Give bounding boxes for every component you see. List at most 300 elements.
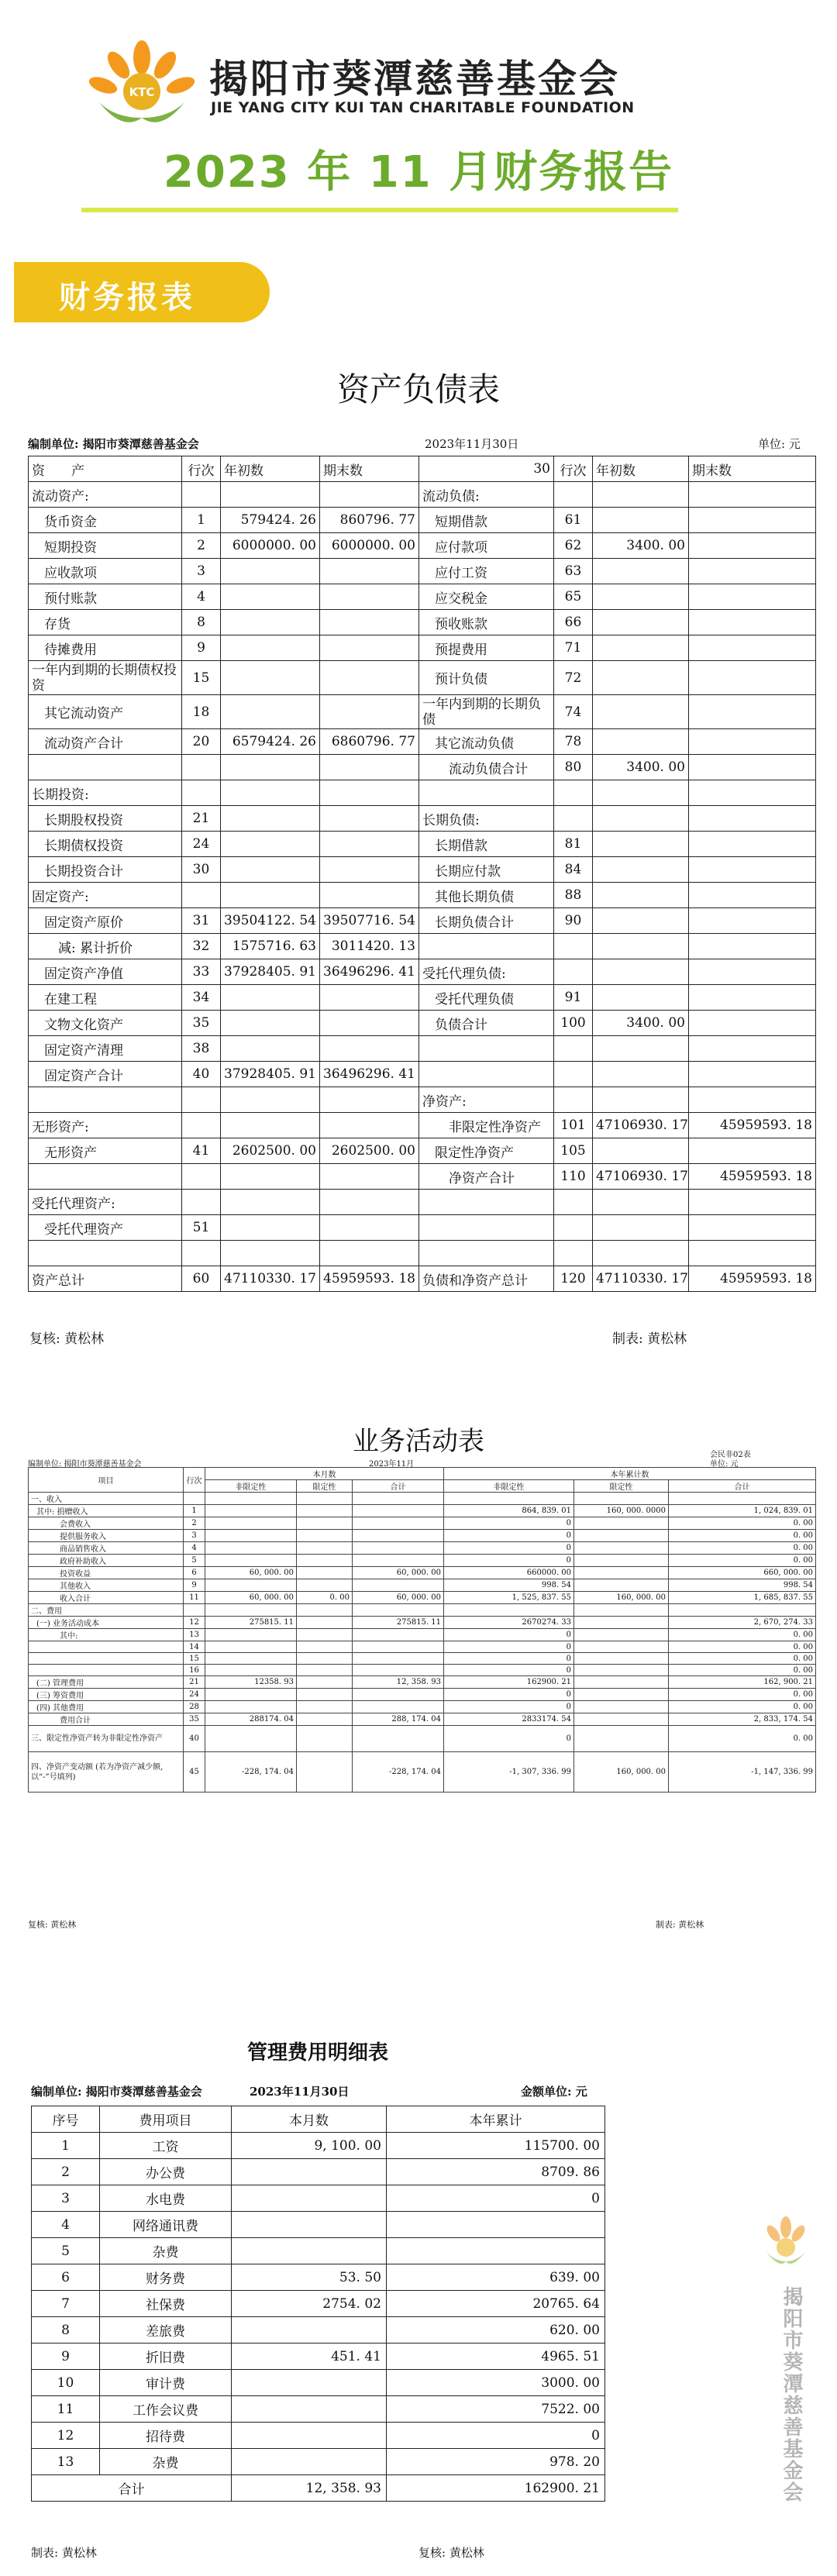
line-no-cell: 31: [182, 908, 221, 934]
admin-expense-row: [32, 2133, 605, 2159]
amount-cell: 162900. 21: [444, 1676, 574, 1689]
line-no-cell: [182, 1087, 221, 1113]
liability-item-cell: 应付款项: [419, 533, 554, 559]
line-no-cell: 32: [182, 934, 221, 959]
line-no-cell: 72: [554, 661, 593, 695]
line-no-cell: 105: [554, 1138, 593, 1164]
amount-cell: [593, 1062, 689, 1087]
watermark-logo-icon: [758, 2216, 814, 2271]
amount-cell: [297, 1493, 353, 1505]
balance-sheet-row: [29, 729, 816, 755]
amount-cell: [320, 584, 419, 610]
seq-cell: 7: [32, 2291, 100, 2317]
balance-sheet-row: [29, 1036, 816, 1062]
amount-cell: [353, 1726, 444, 1752]
business-activity-preparer: 制表: 黄松林: [656, 1920, 704, 1930]
amount-cell: 20765. 64: [387, 2291, 605, 2317]
liability-item-cell: 其它流动负债: [419, 729, 554, 755]
line-no-cell: 78: [554, 729, 593, 755]
asset-item-cell: 应收款项: [29, 559, 182, 584]
balance-sheet-row: [29, 1241, 816, 1266]
liability-item-cell: 受托代理负债:: [419, 959, 554, 985]
liability-item-cell: [419, 1241, 554, 1266]
amount-cell: [205, 1701, 297, 1713]
amount-cell: [689, 584, 816, 610]
liability-item-cell: [419, 934, 554, 959]
amount-cell: [320, 755, 419, 780]
business-activity-row: [29, 1555, 816, 1567]
line-no-cell: 9: [182, 635, 221, 661]
amount-cell: [221, 559, 320, 584]
line-no-cell: 28: [184, 1701, 205, 1713]
amount-cell: 288, 174. 04: [353, 1713, 444, 1726]
business-activity-form-no: 会民非02表: [710, 1451, 751, 1459]
amount-cell: 978. 20: [387, 2449, 605, 2475]
amount-cell: [689, 883, 816, 908]
amount-cell: [221, 635, 320, 661]
amount-cell: [574, 1530, 669, 1542]
amount-cell: 47106930. 17: [593, 1164, 689, 1190]
amount-cell: [297, 1567, 353, 1579]
business-activity-row: [29, 1676, 816, 1689]
header-cell: 行次: [554, 456, 593, 482]
amount-cell: 1575716. 63: [221, 934, 320, 959]
amount-cell: 2754. 02: [232, 2291, 387, 2317]
amount-cell: [689, 985, 816, 1011]
admin-expense-total-row: [32, 2475, 605, 2502]
header-cell: 非限定性: [205, 1480, 297, 1493]
section-tag-label: 财务报表: [59, 280, 195, 315]
amount-cell: [593, 1241, 689, 1266]
amount-cell: [593, 908, 689, 934]
liability-item-cell: 负债和净资产总计: [419, 1266, 554, 1292]
line-no-cell: 88: [554, 883, 593, 908]
line-no-cell: [182, 1113, 221, 1138]
admin-expense-row: [32, 2159, 605, 2185]
business-activity-row: [29, 1579, 816, 1592]
line-no-cell: [554, 1241, 593, 1266]
admin-expense-row: [32, 2396, 605, 2423]
amount-cell: 0. 00: [669, 1653, 816, 1665]
header-cell: 期末数: [320, 456, 419, 482]
business-activity-row: [29, 1517, 816, 1530]
liability-item-cell: 应付工资: [419, 559, 554, 584]
header-cell: 年初数: [593, 456, 689, 482]
line-no-cell: 35: [182, 1011, 221, 1036]
balance-sheet-row: [29, 959, 816, 985]
admin-expense-table: [31, 2106, 605, 2502]
amount-cell: 160, 000. 00: [574, 1752, 669, 1793]
amount-cell: [221, 661, 320, 695]
amount-cell: [297, 1713, 353, 1726]
line-no-cell: 30: [182, 857, 221, 883]
amount-cell: [689, 610, 816, 635]
amount-cell: 2670274. 33: [444, 1617, 574, 1629]
amount-cell: [689, 1138, 816, 1164]
amount-cell: [205, 1604, 297, 1617]
amount-cell: [353, 1579, 444, 1592]
liability-item-cell: [419, 1190, 554, 1215]
balance-sheet-body: [29, 456, 816, 1292]
amount-cell: [574, 1653, 669, 1665]
amount-cell: [574, 1567, 669, 1579]
line-no-cell: [554, 1190, 593, 1215]
amount-cell: 620. 00: [387, 2317, 605, 2344]
amount-cell: 6860796. 77: [320, 729, 419, 755]
admin-expense-row: [32, 2238, 605, 2264]
balance-sheet-row: [29, 857, 816, 883]
amount-cell: [574, 1629, 669, 1641]
amount-cell: 0: [387, 2423, 605, 2449]
asset-item-cell: 货币资金: [29, 508, 182, 533]
business-activity-unit: 编制单位: 揭阳市葵潭慈善基金会: [28, 1460, 142, 1469]
amount-cell: 2602500. 00: [221, 1138, 320, 1164]
header-cell: 项目: [29, 1468, 184, 1493]
admin-expense-row: [32, 2344, 605, 2370]
header-cell: 合计: [669, 1480, 816, 1493]
balance-sheet-row: [29, 755, 816, 780]
amount-cell: 9, 100. 00: [232, 2133, 387, 2159]
amount-cell: 0. 00: [669, 1542, 816, 1555]
liability-item-cell: 长期应付款: [419, 857, 554, 883]
line-no-cell: 66: [554, 610, 593, 635]
item-cell: 四、净资产变动额 (若为净资产减少额, 以“-”号填列): [29, 1752, 184, 1793]
line-no-cell: 61: [554, 508, 593, 533]
amount-cell: [297, 1617, 353, 1629]
item-cell: 收入合计: [29, 1592, 184, 1604]
amount-cell: [221, 857, 320, 883]
amount-cell: [574, 1726, 669, 1752]
liability-item-cell: 一年内到期的长期负债: [419, 695, 554, 729]
amount-cell: 3011420. 13: [320, 934, 419, 959]
header-cell: 行次: [182, 456, 221, 482]
line-no-cell: 65: [554, 584, 593, 610]
amount-cell: [205, 1665, 297, 1676]
asset-item-cell: 无形资产:: [29, 1113, 182, 1138]
header-cell: 限定性: [297, 1480, 353, 1493]
amount-cell: [221, 482, 320, 508]
foundation-logo: [84, 40, 200, 133]
line-no-cell: [554, 482, 593, 508]
amount-cell: 0: [387, 2185, 605, 2212]
amount-cell: 0: [444, 1517, 574, 1530]
section-tag: [14, 262, 270, 322]
admin-expense-row: [32, 2185, 605, 2212]
amount-cell: [297, 1604, 353, 1617]
line-no-cell: [182, 780, 221, 806]
amount-cell: 7522. 00: [387, 2396, 605, 2423]
balance-sheet-row: [29, 1087, 816, 1113]
asset-item-cell: 流动资产合计: [29, 729, 182, 755]
balance-sheet-row: [29, 635, 816, 661]
amount-cell: [669, 1604, 816, 1617]
amount-cell: [689, 1215, 816, 1241]
amount-cell: 0. 00: [669, 1726, 816, 1752]
asset-item-cell: 短期投资: [29, 533, 182, 559]
amount-cell: [320, 482, 419, 508]
line-no-cell: 1: [182, 508, 221, 533]
line-no-cell: 12: [184, 1617, 205, 1629]
line-no-cell: 11: [184, 1592, 205, 1604]
amount-cell: 6579424. 26: [221, 729, 320, 755]
business-activity-row: [29, 1653, 816, 1665]
amount-cell: 162, 900. 21: [669, 1676, 816, 1689]
header-cell: 期末数: [689, 456, 816, 482]
amount-cell: 864, 839. 01: [444, 1505, 574, 1517]
amount-cell: [689, 482, 816, 508]
item-cell: 投资收益: [29, 1567, 184, 1579]
liability-item-cell: 负债合计: [419, 1011, 554, 1036]
header-cell: 合计: [353, 1480, 444, 1493]
asset-item-cell: 待摊费用: [29, 635, 182, 661]
asset-item-cell: 预付账款: [29, 584, 182, 610]
asset-item-cell: [29, 1241, 182, 1266]
amount-cell: 0: [444, 1701, 574, 1713]
amount-cell: [297, 1665, 353, 1676]
amount-cell: 0. 00: [297, 1592, 353, 1604]
balance-sheet-row: [29, 584, 816, 610]
expense-item-cell: 差旅费: [100, 2317, 232, 2344]
business-activity-body: [29, 1468, 816, 1793]
balance-sheet-row: [29, 780, 816, 806]
amount-cell: [205, 1653, 297, 1665]
amount-cell: [320, 1087, 419, 1113]
item-cell: 商品销售收入: [29, 1542, 184, 1555]
balance-sheet-date: 2023年11月30日: [425, 437, 519, 451]
amount-cell: 0. 00: [669, 1517, 816, 1530]
balance-sheet-row: [29, 1011, 816, 1036]
item-cell: 政府补助收入: [29, 1555, 184, 1567]
amount-cell: 660, 000. 00: [669, 1567, 816, 1579]
admin-expense-header-row: [32, 2106, 605, 2133]
amount-cell: [593, 584, 689, 610]
amount-cell: [593, 780, 689, 806]
amount-cell: 998. 54: [669, 1579, 816, 1592]
amount-cell: [221, 610, 320, 635]
item-cell: 其中:: [29, 1629, 184, 1641]
amount-cell: 47110330. 17: [221, 1266, 320, 1292]
amount-cell: [593, 1138, 689, 1164]
liability-item-cell: 预收账款: [419, 610, 554, 635]
admin-expense-row: [32, 2317, 605, 2344]
amount-cell: [353, 1629, 444, 1641]
amount-cell: 451. 41: [232, 2344, 387, 2370]
amount-cell: 0. 00: [669, 1641, 816, 1653]
amount-cell: [689, 1062, 816, 1087]
amount-cell: [387, 2212, 605, 2238]
line-no-cell: 5: [184, 1555, 205, 1567]
amount-cell: [593, 559, 689, 584]
amount-cell: 60, 000. 00: [205, 1567, 297, 1579]
balance-sheet-row: [29, 533, 816, 559]
business-activity-row: [29, 1592, 816, 1604]
business-activity-row: [29, 1567, 816, 1579]
amount-cell: 60, 000. 00: [353, 1567, 444, 1579]
amount-cell: [320, 1215, 419, 1241]
amount-cell: [593, 985, 689, 1011]
amount-cell: 0. 00: [669, 1701, 816, 1713]
balance-sheet-unit: 编制单位: 揭阳市葵潭慈善基金会: [28, 437, 199, 451]
report-title: 2023 年 11 月财务报告: [163, 147, 674, 198]
amount-cell: [593, 959, 689, 985]
amount-cell: [593, 857, 689, 883]
seq-cell: 1: [32, 2133, 100, 2159]
header-cell: 序号: [32, 2106, 100, 2133]
liability-item-cell: 流动负债:: [419, 482, 554, 508]
amount-cell: 3400. 00: [593, 1011, 689, 1036]
asset-item-cell: [29, 1087, 182, 1113]
balance-sheet-row: [29, 832, 816, 857]
line-no-cell: [554, 1087, 593, 1113]
amount-cell: [593, 806, 689, 832]
amount-cell: [320, 985, 419, 1011]
admin-expense-row: [32, 2264, 605, 2291]
amount-cell: 0: [444, 1665, 574, 1676]
amount-cell: 36496296. 41: [320, 959, 419, 985]
asset-item-cell: 资产总计: [29, 1266, 182, 1292]
line-no-cell: 13: [184, 1629, 205, 1641]
asset-item-cell: [29, 755, 182, 780]
line-no-cell: 81: [554, 832, 593, 857]
amount-cell: [593, 1215, 689, 1241]
asset-item-cell: 受托代理资产:: [29, 1190, 182, 1215]
line-no-cell: 3: [184, 1530, 205, 1542]
amount-cell: [320, 806, 419, 832]
line-no-cell: 90: [554, 908, 593, 934]
line-no-cell: 91: [554, 985, 593, 1011]
amount-cell: [221, 1190, 320, 1215]
amount-cell: [205, 1689, 297, 1701]
amount-cell: -228, 174. 04: [353, 1752, 444, 1793]
amount-cell: 2, 833, 174. 54: [669, 1713, 816, 1726]
balance-sheet-row: [29, 610, 816, 635]
liability-item-cell: 预提费用: [419, 635, 554, 661]
amount-cell: 2602500. 00: [320, 1138, 419, 1164]
liability-item-cell: [419, 780, 554, 806]
amount-cell: 60, 000. 00: [353, 1592, 444, 1604]
header-cell: 本年累计: [387, 2106, 605, 2133]
line-no-cell: 15: [184, 1653, 205, 1665]
line-no-cell: [182, 482, 221, 508]
amount-cell: 0: [444, 1629, 574, 1641]
line-no-cell: 33: [182, 959, 221, 985]
amount-cell: [444, 1604, 574, 1617]
item-cell: (二) 管理费用: [29, 1676, 184, 1689]
business-activity-row: [29, 1689, 816, 1701]
line-no-cell: 120: [554, 1266, 593, 1292]
item-cell: 提供服务收入: [29, 1530, 184, 1542]
liability-item-cell: 净资产合计: [419, 1164, 554, 1190]
liability-item-cell: 非限定性净资产: [419, 1113, 554, 1138]
amount-cell: 39507716. 54: [320, 908, 419, 934]
asset-item-cell: 一年内到期的长期债权投资: [29, 661, 182, 695]
balance-sheet-row: [29, 1190, 816, 1215]
line-no-cell: [554, 1215, 593, 1241]
amount-cell: [320, 1241, 419, 1266]
header-cell: 年初数: [221, 456, 320, 482]
amount-cell: [297, 1641, 353, 1653]
amount-cell: [205, 1542, 297, 1555]
amount-cell: 639. 00: [387, 2264, 605, 2291]
admin-expense-reviewer: 复核: 黄松林: [418, 2546, 484, 2560]
asset-item-cell: 流动资产:: [29, 482, 182, 508]
asset-item-cell: 存货: [29, 610, 182, 635]
amount-cell: 6000000. 00: [221, 533, 320, 559]
amount-cell: [353, 1517, 444, 1530]
amount-cell: 288174. 04: [205, 1713, 297, 1726]
business-activity-date: 2023年11月: [369, 1460, 415, 1469]
amount-cell: [387, 2238, 605, 2264]
admin-expense-preparer: 制表: 黄松林: [31, 2546, 97, 2560]
seq-cell: 2: [32, 2159, 100, 2185]
logo-text: KTC: [129, 85, 155, 99]
amount-cell: [574, 1604, 669, 1617]
amount-cell: [593, 482, 689, 508]
amount-cell: [205, 1505, 297, 1517]
line-no-cell: [182, 883, 221, 908]
item-cell: 会费收入: [29, 1517, 184, 1530]
line-no-cell: 62: [554, 533, 593, 559]
amount-cell: 45959593. 18: [689, 1164, 816, 1190]
amount-cell: [320, 832, 419, 857]
amount-cell: [232, 2449, 387, 2475]
total-year-cell: 162900. 21: [387, 2475, 605, 2502]
line-no-cell: 40: [184, 1726, 205, 1752]
liability-item-cell: [419, 1036, 554, 1062]
line-no-cell: 6: [184, 1567, 205, 1579]
header-cell: 本月数: [205, 1468, 444, 1480]
amount-cell: [320, 1011, 419, 1036]
amount-cell: [574, 1676, 669, 1689]
amount-cell: [574, 1689, 669, 1701]
expense-item-cell: 工作会议费: [100, 2396, 232, 2423]
balance-sheet-row: [29, 695, 816, 729]
asset-item-cell: 固定资产清理: [29, 1036, 182, 1062]
amount-cell: [297, 1530, 353, 1542]
amount-cell: [689, 661, 816, 695]
amount-cell: [689, 780, 816, 806]
line-no-cell: 40: [182, 1062, 221, 1087]
liability-item-cell: 净资产:: [419, 1087, 554, 1113]
asset-item-cell: 长期债权投资: [29, 832, 182, 857]
amount-cell: 12358. 93: [205, 1676, 297, 1689]
item-cell: 其中: 捐赠收入: [29, 1505, 184, 1517]
seq-cell: 9: [32, 2344, 100, 2370]
business-activity-header-row: [29, 1468, 816, 1480]
balance-sheet-row: [29, 1266, 816, 1292]
amount-cell: 0. 00: [669, 1665, 816, 1676]
amount-cell: [689, 635, 816, 661]
amount-cell: [221, 1087, 320, 1113]
amount-cell: [689, 806, 816, 832]
line-no-cell: 51: [182, 1215, 221, 1241]
balance-sheet-row: [29, 1062, 816, 1087]
amount-cell: 60, 000. 00: [205, 1592, 297, 1604]
watermark-text: 揭阳市葵潭慈善基金会: [780, 2286, 803, 2503]
amount-cell: [353, 1493, 444, 1505]
amount-cell: [232, 2185, 387, 2212]
business-activity-table: [28, 1467, 816, 1793]
title-underline: [81, 208, 678, 212]
amount-cell: [320, 1164, 419, 1190]
item-cell: 三、限定性净资产转为非限定性净资产: [29, 1726, 184, 1752]
amount-cell: [353, 1505, 444, 1517]
expense-item-cell: 财务费: [100, 2264, 232, 2291]
amount-cell: [320, 883, 419, 908]
amount-cell: [205, 1641, 297, 1653]
line-no-cell: 60: [182, 1266, 221, 1292]
amount-cell: [205, 1726, 297, 1752]
